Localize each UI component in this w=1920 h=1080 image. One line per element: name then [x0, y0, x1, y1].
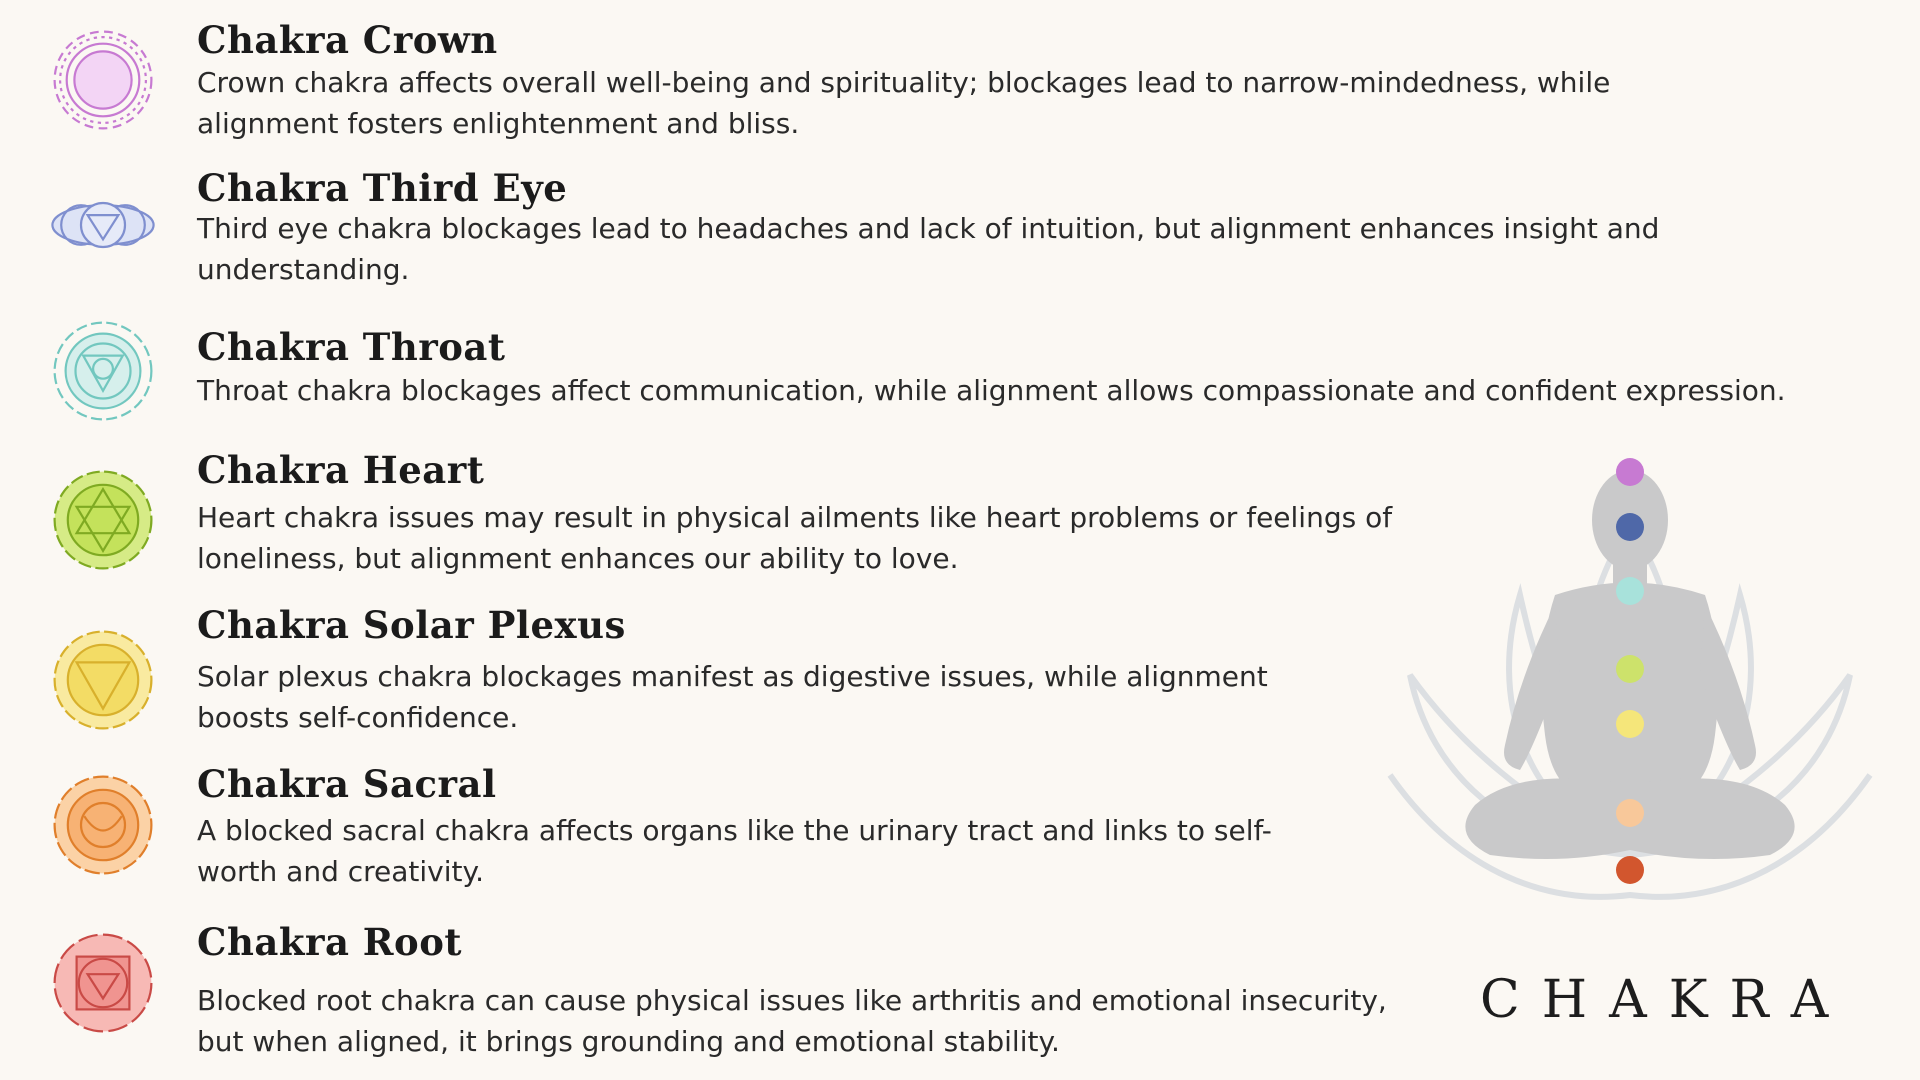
third-eye-description: Third eye chakra blockages lead to headaches and lack of intuition, but alignment enhances insight and understanding. [197, 212, 1660, 286]
throat-title: Chakra Throat [197, 325, 506, 369]
throat-chakra-icon [48, 316, 158, 426]
sacral-title: Chakra Sacral [197, 762, 497, 806]
root-dot [1616, 856, 1644, 884]
throat-dot [1616, 577, 1644, 605]
third-eye-title: Chakra Third Eye [197, 166, 568, 210]
meditating-figure-illustration [1370, 445, 1890, 965]
crown-title: Chakra Crown [197, 18, 498, 62]
root-title: Chakra Root [197, 920, 463, 964]
crown-dot [1616, 458, 1644, 486]
solar-plexus-dot [1616, 710, 1644, 738]
crown-chakra-icon [48, 25, 158, 135]
root-description: Blocked root chakra can cause physical issues like arthritis and emotional insecurity, but when aligned, it brings grounding and emotional stability. [197, 984, 1387, 1058]
brand-title: CHAKRA [1480, 970, 1851, 1030]
heart-title: Chakra Heart [197, 448, 485, 492]
solar-plexus-title: Chakra Solar Plexus [197, 603, 626, 647]
root-chakra-icon [48, 928, 158, 1038]
heart-chakra-icon [48, 465, 158, 575]
sacral-chakra-icon [48, 770, 158, 880]
sacral-description: A blocked sacral chakra affects organs like the urinary tract and links to self-worth and creativity. [197, 814, 1272, 888]
heart-description: Heart chakra issues may result in physical ailments like heart problems or feelings of loneliness, but alignment enhances our ability to love. [197, 501, 1393, 575]
sacral-dot [1616, 799, 1644, 827]
third-eye-dot [1616, 513, 1644, 541]
crown-description: Crown chakra affects overall well-being and spirituality; blockages lead to narrow-mindedness, while alignment fosters enlightenment and bliss. [197, 66, 1611, 140]
third-eye-chakra-icon [48, 170, 158, 280]
figure-chakra-dots [1616, 458, 1644, 884]
solar-plexus-description: Solar plexus chakra blockages manifest as digestive issues, while alignment boosts self-confidence. [197, 660, 1268, 734]
throat-description: Throat chakra blockages affect communication, while alignment allows compassionate and confident expression. [197, 374, 1786, 407]
heart-dot [1616, 655, 1644, 683]
solar-plexus-chakra-icon [48, 625, 158, 735]
